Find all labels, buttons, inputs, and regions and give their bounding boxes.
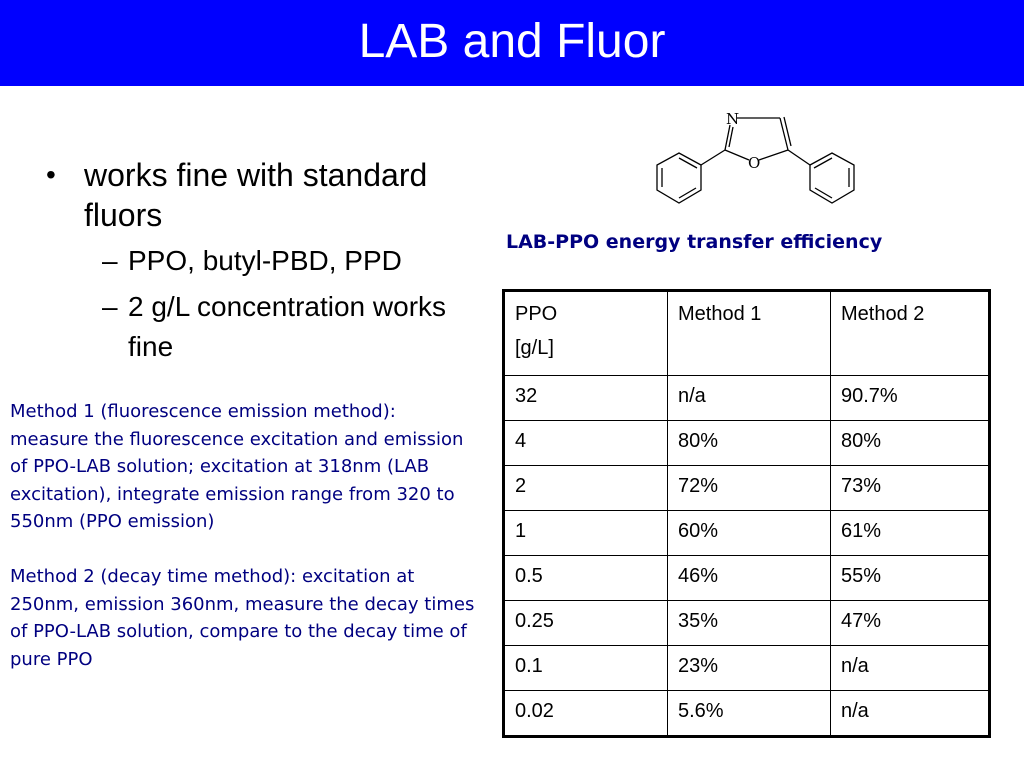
cell-method-2-value: 61% [831, 511, 990, 556]
cell-method-1-value: 72% [668, 466, 831, 511]
cell-method-1-value: 23% [668, 646, 831, 691]
efficiency-table [502, 289, 991, 738]
table-row [504, 646, 990, 691]
sub-bullet-item [44, 287, 484, 367]
cell-method-1-value: 46% [668, 556, 831, 601]
header-ppo-label: PPO [515, 303, 558, 325]
table-row [504, 466, 990, 511]
bullet-text: works fine with standard fluors [84, 157, 428, 233]
cell-method-2-value: 90.7% [831, 376, 990, 421]
method-1-note: Method 1 (fluorescence emission method): measure the fluorescence excitation and emission of PPO-LAB solution; excitation at 318nm (LAB excitation), integrate emission range from 320 to 550nm (PPO emission) [10, 401, 464, 533]
cell-method-1-value: 5.6% [668, 691, 831, 737]
table-caption: LAB-PPO energy transfer efficiency [506, 231, 883, 253]
cell-method-2-value: 55% [831, 556, 990, 601]
cell-ppo-value: 0.02 [504, 691, 668, 737]
cell-method-1-value: 35% [668, 601, 831, 646]
cell-method-2-value: 80% [831, 421, 990, 466]
sub-bullet-item [44, 241, 484, 281]
cell-method-1-value: 60% [668, 511, 831, 556]
header-cell-ppo [504, 291, 668, 376]
cell-ppo-value: 0.25 [504, 601, 668, 646]
method-notes [10, 398, 480, 673]
header-cell-method-2: Method 2 [831, 291, 990, 376]
cell-method-2-value: 73% [831, 466, 990, 511]
cell-method-2-value: n/a [831, 691, 990, 737]
bullet-list [44, 155, 484, 367]
bullet-item [44, 155, 484, 235]
table-row [504, 421, 990, 466]
table-row [504, 601, 990, 646]
cell-method-1-value: n/a [668, 376, 831, 421]
table-row [504, 511, 990, 556]
header-cell-method-1: Method 1 [668, 291, 831, 376]
cell-method-2-value: n/a [831, 646, 990, 691]
sub-bullet-text: PPO, butyl-PBD, PPD [128, 245, 402, 276]
nitrogen-atom-label: N [726, 110, 740, 128]
table-row [504, 691, 990, 737]
cell-ppo-value: 2 [504, 466, 668, 511]
cell-method-2-value: 47% [831, 601, 990, 646]
oxygen-atom-label: O [748, 154, 761, 172]
title-bar [0, 0, 1024, 86]
cell-ppo-value: 0.1 [504, 646, 668, 691]
cell-method-1-value: 80% [668, 421, 831, 466]
table-row [504, 376, 990, 421]
cell-ppo-value: 4 [504, 421, 668, 466]
method-2-note: Method 2 (decay time method): excitation at 250nm, emission 360nm, measure the decay times of PPO-LAB solution, compare to the decay time of pure PPO [10, 565, 475, 670]
slide-title: LAB and Fluor [358, 15, 666, 68]
bullet-dot-icon: • [46, 159, 56, 190]
dash-icon: – [102, 245, 118, 276]
ppo-molecule-structure [645, 100, 865, 220]
table-header-row [504, 291, 990, 376]
dash-icon: – [102, 291, 118, 322]
cell-ppo-value: 32 [504, 376, 668, 421]
header-ppo-unit: [g/L] [515, 337, 554, 359]
notes-spacer [10, 536, 480, 563]
table-row [504, 556, 990, 601]
cell-ppo-value: 0.5 [504, 556, 668, 601]
cell-ppo-value: 1 [504, 511, 668, 556]
sub-bullet-text: 2 g/L concentration works fine [128, 291, 447, 362]
